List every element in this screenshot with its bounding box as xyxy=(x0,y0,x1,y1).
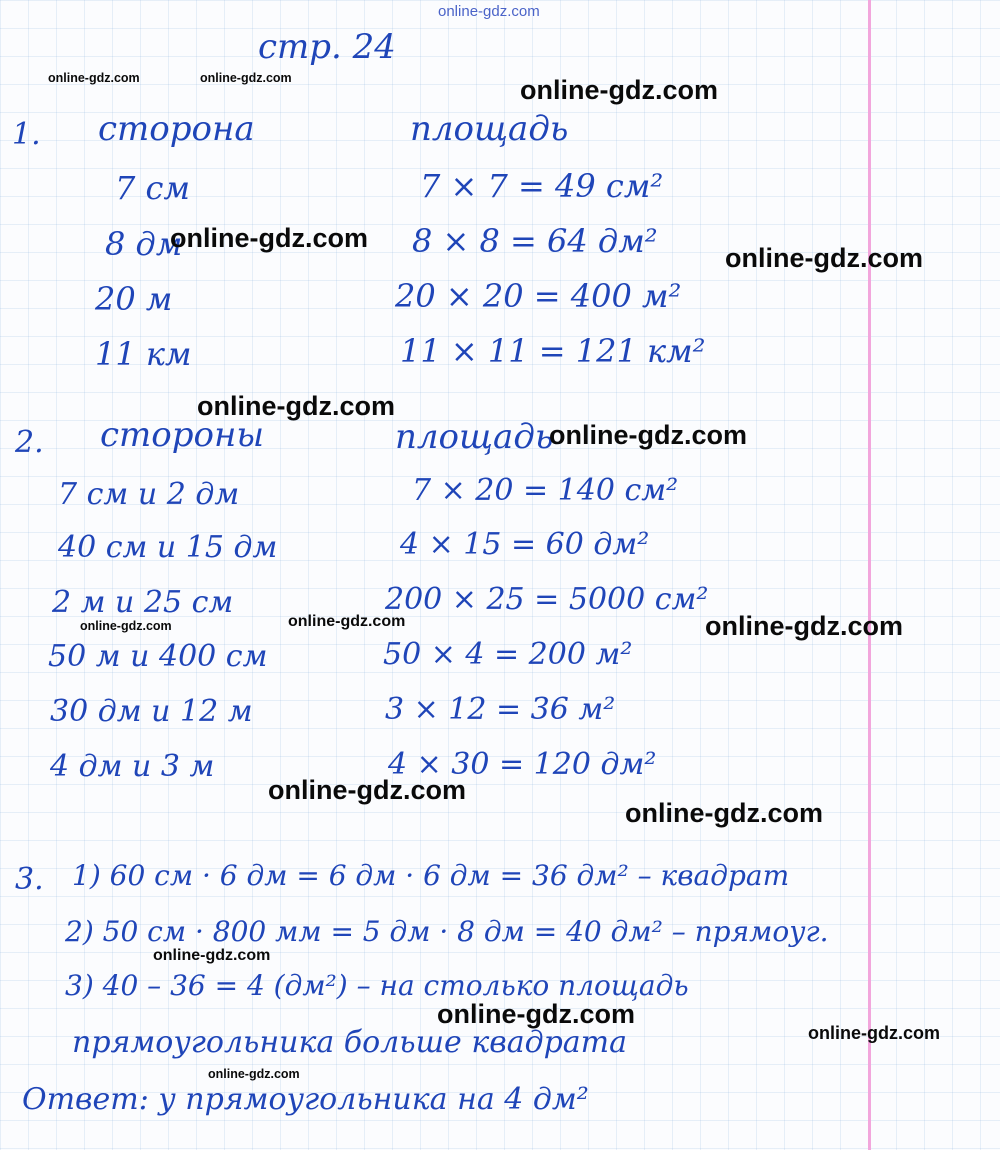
watermark-large: online-gdz.com xyxy=(170,223,368,253)
watermark-small: online-gdz.com xyxy=(808,1023,940,1043)
task1-col-area: площадь xyxy=(410,109,569,149)
task1-number: 1. xyxy=(12,117,41,152)
task2-row4-area: 50 × 4 = 200 м² xyxy=(383,637,633,672)
watermark-large: online-gdz.com xyxy=(625,798,823,828)
task2-row6-area: 4 × 30 = 120 дм² xyxy=(388,747,657,782)
task1-row3-side: 20 м xyxy=(95,280,173,318)
task1-row4-side: 11 км xyxy=(95,335,192,373)
task1-row1-side: 7 см xyxy=(115,169,190,207)
watermark-small: online-gdz.com xyxy=(200,71,292,85)
task2-row3-area: 200 × 25 = 5000 см² xyxy=(385,582,709,617)
task3-answer: Ответ: у прямоугольника на 4 дм² xyxy=(22,1082,589,1117)
watermark-large: online-gdz.com xyxy=(705,611,903,641)
task2-row4-sides: 50 м и 400 см xyxy=(48,639,268,674)
task2-row5-area: 3 × 12 = 36 м² xyxy=(385,692,616,727)
task2-row3-sides: 2 м и 25 см xyxy=(52,585,234,620)
page-number: стр. 24 xyxy=(258,27,396,67)
task3-line2: 2) 50 см · 800 мм = 5 дм · 8 дм = 40 дм² – прямоуг. xyxy=(65,915,829,948)
task2-row1-area: 7 × 20 = 140 см² xyxy=(412,473,679,508)
watermark-small: online-gdz.com xyxy=(48,71,140,85)
watermark-small: online-gdz.com xyxy=(208,1067,300,1081)
task3-line4: прямоугольника больше квадрата xyxy=(72,1025,628,1060)
task2-row1-sides: 7 см и 2 дм xyxy=(58,477,240,512)
watermark-large: online-gdz.com xyxy=(197,391,395,421)
task1-row4-area: 11 × 11 = 121 км² xyxy=(400,332,706,370)
margin-line xyxy=(868,0,871,1150)
watermark-large: online-gdz.com xyxy=(520,75,718,105)
task3-number: 3. xyxy=(15,862,44,897)
watermark-large: online-gdz.com xyxy=(268,775,466,805)
watermark-small: online-gdz.com xyxy=(153,947,271,964)
task2-col-area: площадь xyxy=(395,417,554,457)
task1-row2-area: 8 × 8 = 64 дм² xyxy=(412,222,658,260)
task1-row2-side: 8 дм xyxy=(105,225,183,263)
task2-col-sides: стороны xyxy=(100,415,265,455)
watermark-large: online-gdz.com xyxy=(549,420,747,450)
watermark-large: online-gdz.com xyxy=(437,999,635,1029)
task1-col-side: сторона xyxy=(98,109,255,149)
task1-row1-area: 7 × 7 = 49 см² xyxy=(420,167,664,205)
task2-row5-sides: 30 дм и 12 м xyxy=(50,694,253,729)
watermark-small: online-gdz.com xyxy=(80,619,172,633)
task3-line1: 1) 60 см · 6 дм = 6 дм · 6 дм = 36 дм² – квадрат xyxy=(72,859,790,892)
watermark-top: online-gdz.com xyxy=(438,3,540,20)
task1-row3-area: 20 × 20 = 400 м² xyxy=(395,277,682,315)
task2-row2-sides: 40 см и 15 дм xyxy=(58,530,278,565)
task2-row2-area: 4 × 15 = 60 дм² xyxy=(400,527,650,562)
task2-row6-sides: 4 дм и 3 м xyxy=(50,749,215,784)
task3-line3: 3) 40 – 36 = 4 (дм²) – на столько площадь xyxy=(65,969,689,1002)
watermark-small: online-gdz.com xyxy=(288,613,406,630)
watermark-large: online-gdz.com xyxy=(725,243,923,273)
task2-number: 2. xyxy=(15,425,44,460)
